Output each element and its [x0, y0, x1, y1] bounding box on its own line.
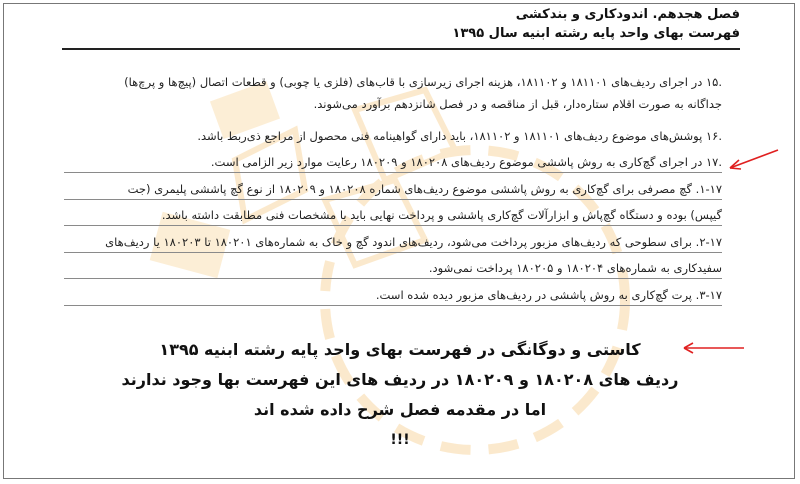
paragraph-16: .۱۶ پوشش‌های موضوع ردیف‌های ۱۸۱۱۰۱ و ۱۸۱۱۰۲، باید دارای گواهینامه فنی محصول از مراجع ذی‌ربط باشد.: [197, 129, 722, 143]
paragraph-17-1-line2: گیپس) بوده و دستگاه گچ‌پاش و ابزارآلات گچ‌کاری پاششی و پرداخت نهایی باید با مشخصات فنی مطابقت داشته باشد.: [64, 205, 722, 226]
note-line-2: ردیف های ۱۸۰۲۰۸ و ۱۸۰۲۰۹ در ردیف های این فهرست بها وجود ندارند: [121, 370, 679, 389]
chapter-title: فصل هجدهم. اندودکاری و بندکشی: [515, 7, 740, 22]
note-line-4: !!!: [390, 432, 410, 448]
arrow-icon: [678, 338, 748, 358]
paragraph-17-2-line1: ۲-۱۷. برای سطوحی که ردیف‌های مزبور پرداخت می‌شود، ردیف‌های اندود گچ و خاک به شماره‌های ۱۸۰۲۰۱ تا ۱۸۰۲۰۳ یا ردیف‌های: [64, 232, 722, 253]
arrow-icon: [722, 146, 782, 176]
paragraph-15-line2: جداگانه به صورت اقلام ستاره‌دار، قبل از مناقصه و در فصل شانزدهم برآورد می‌شوند.: [313, 97, 722, 111]
paragraph-15-line1: .۱۵ در اجرای ردیف‌های ۱۸۱۱۰۱ و ۱۸۱۱۰۲، هزینه اجرای زیرسازی با قاب‌های (فلزی یا چوبی) و قطعات اتصال (پیچ‌ها و پرچ‌ها): [124, 75, 722, 89]
paragraph-17-2-line2: سفیدکاری به شماره‌های ۱۸۰۲۰۴ و ۱۸۰۲۰۵ پرداخت نمی‌شود.: [64, 258, 722, 279]
note-line-3: اما در مقدمه فصل شرح داده شده اند: [253, 400, 547, 419]
note-line-1: کاستی و دوگانگی در فهرست بهای واحد پایه رشته ابنیه ۱۳۹۵: [159, 340, 641, 359]
paragraph-17-1-line1: ۱-۱۷. گچ مصرفی برای گچ‌کاری به روش پاششی موضوع ردیف‌های شماره ۱۸۰۲۰۸ و ۱۸۰۲۰۹ از نوع گچ پاششی پلیمری (جت: [64, 179, 722, 200]
paragraph-17-3: ۳-۱۷. پرت گچ‌کاری به روش پاششی در ردیف‌های مزبور دیده شده است.: [64, 285, 722, 306]
price-list-title: فهرست بهای واحد پایه رشته ابنیه سال ۱۳۹۵: [452, 26, 740, 41]
paragraph-17: .۱۷ در اجرای گچ‌کاری به روش پاششی موضوع ردیف‌های ۱۸۰۲۰۸ و ۱۸۰۲۰۹ رعایت موارد زیر الزامی است.: [64, 152, 722, 173]
